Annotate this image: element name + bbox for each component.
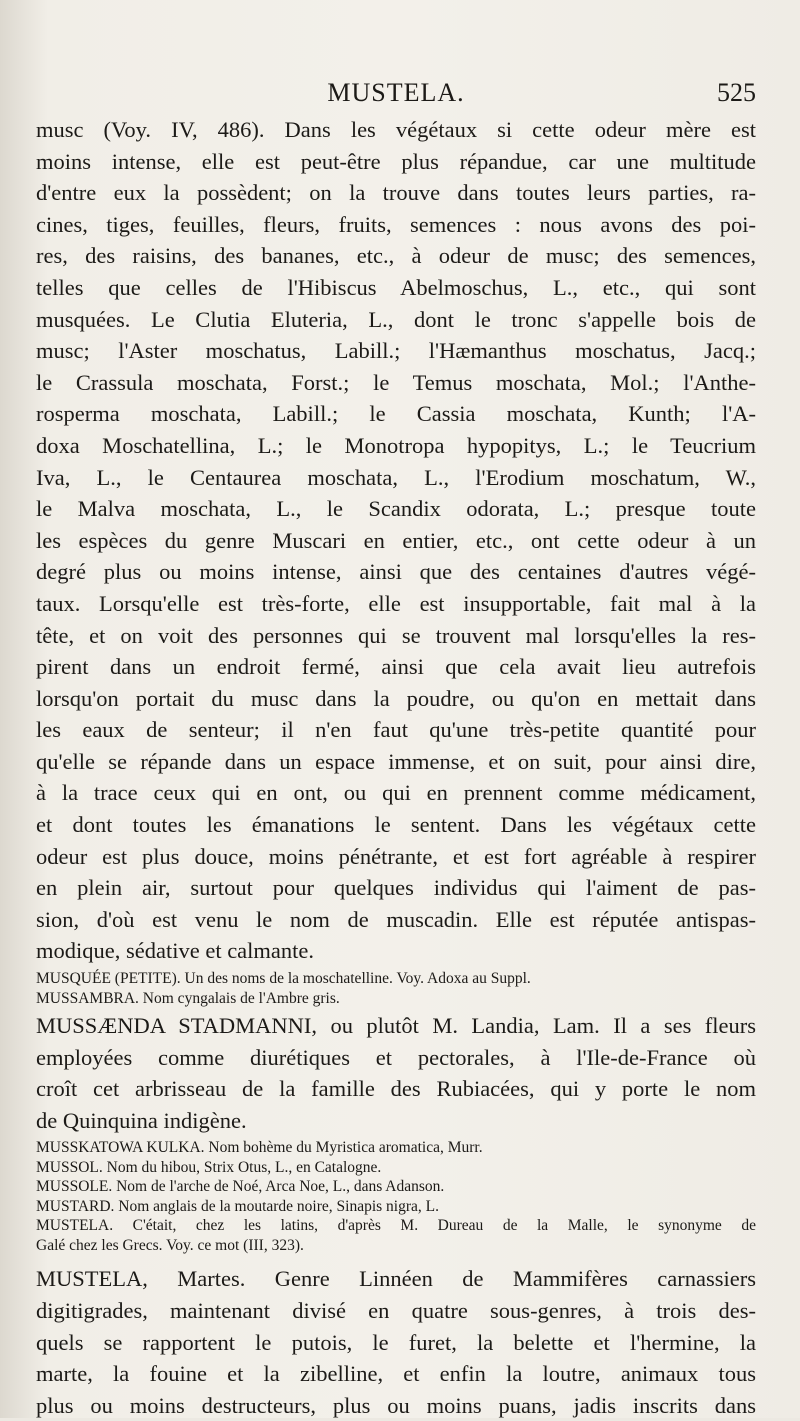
text-line: d'entre eux la possèdent; on la trouve dans toutes leurs parties, ra- [36, 180, 756, 206]
text-line: musquées. Le Clutia Eluteria, L., dont le tronc s'appelle bois de [36, 306, 756, 332]
text-line: tête, et on voit des personnes qui se trouvent mal lorsqu'elles la res- [36, 622, 756, 648]
mustela-paragraph [36, 1263, 756, 1421]
text-line: en plein air, surtout pour quelques individus qui l'aiment de pas- [36, 875, 756, 901]
text-line: MUSSÆNDA STADMANNI, ou plutôt M. Landia, Lam. Il a ses fleurs [36, 1013, 756, 1039]
text-line: Iva, L., le Centaurea moschata, L., l'Erodium moschatum, W., [36, 464, 756, 490]
text-line: le Malva moschata, L., le Scandix odorata, L.; presque toute [36, 496, 756, 522]
dictionary-entry: MUSSAMBRA. Nom cyngalais de l'Ambre gris. [36, 989, 340, 1007]
text-line: moins intense, elle est peut-être plus répandue, car une multitude [36, 148, 756, 174]
text-line: rosperma moschata, Labill.; le Cassia moschata, Kunth; l'A- [36, 401, 756, 427]
text-line: degré plus ou moins intense, ainsi que des centaines d'autres végé- [36, 559, 756, 585]
text-line: res, des raisins, des bananes, etc., à odeur de musc; des semences, [36, 243, 756, 269]
text-line: les eaux de senteur; il n'en faut qu'une très-petite quantité pour [36, 717, 756, 743]
text-line: pirent dans un endroit fermé, ainsi que cela avait lieu autrefois [36, 654, 756, 680]
text-line: plus ou moins destructeurs, plus ou moins puans, jadis inscrits dans [36, 1392, 756, 1418]
text-line: musc (Voy. IV, 486). Dans les végétaux si cette odeur mère est [36, 117, 756, 142]
musc-paragraph [36, 114, 756, 967]
text-line: employées comme diurétiques et pectorales, à l'Ile-de-France où [36, 1044, 756, 1070]
text-line: digitigrades, maintenant divisé en quatre sous-genres, à trois des- [36, 1298, 756, 1323]
minor-entries-block [36, 969, 756, 1008]
text-line: le Crassula moschata, Forst.; le Temus moschata, Mol.; l'Anthe- [36, 369, 756, 395]
text-line: telles que celles de l'Hibiscus Abelmoschus, L., etc., qui sont [36, 274, 756, 300]
mussaenda-paragraph [36, 1010, 756, 1136]
text-line: doxa Moschatellina, L.; le Monotropa hypopitys, L.; le Teucrium [36, 432, 756, 458]
text-line: lorsqu'on portait du musc dans la poudre, ou qu'on en mettait dans [36, 685, 756, 711]
dictionary-entry: MUSQUÉE (PETITE). Un des noms de la moschatelline. Voy. Adoxa au Suppl. [36, 970, 531, 988]
text-line: MUSTELA, Martes. Genre Linnéen de Mammifères carnassiers [36, 1266, 756, 1292]
page-number: 525 [717, 78, 756, 107]
text-line: les espèces du genre Muscari en entier, etc., ont cette odeur à un [36, 527, 756, 553]
text-line: sion, d'où est venu le nom de muscadin. Elle est réputée antispas- [36, 906, 756, 932]
text-line: de Quinquina indigène. [36, 1107, 247, 1133]
text-line: croît cet arbrisseau de la famille des Rubiacées, qui y porte le nom [36, 1076, 756, 1102]
text-line: taux. Lorsqu'elle est très-forte, elle est insupportable, fait mal à la [36, 590, 756, 616]
text-line: cines, tiges, feuilles, fleurs, fruits, semences : nous avons des poi- [36, 211, 756, 237]
dictionary-entry: MUSTELA. C'était, chez les latins, d'après M. Dureau de la Malle, le synonyme de [36, 1217, 756, 1235]
text-line: à la trace ceux qui en ont, ou qui en prennent comme médicament, [36, 780, 756, 806]
minor-entries-block [36, 1138, 756, 1255]
text-line: qu'elle se répande dans un espace immense, et on suit, pour ainsi dire, [36, 748, 756, 774]
dictionary-entry: Galé chez les Grecs. Voy. ce mot (III, 323). [36, 1236, 304, 1254]
page-body [36, 114, 756, 1421]
dictionary-entry: MUSSKATOWA KULKA. Nom bohème du Myristica aromatica, Murr. [36, 1139, 483, 1157]
text-line: quels se rapportent le putois, le furet, la belette et l'hermine, la [36, 1329, 756, 1355]
dictionary-entry: MUSSOLE. Nom de l'arche de Noé, Arca Noe, L., dans Adanson. [36, 1178, 445, 1196]
page-header [36, 78, 756, 114]
dictionary-entry: MUSSOL. Nom du hibou, Strix Otus, L., en Catalogne. [36, 1158, 382, 1176]
text-line: marte, la fouine et la zibelline, et enfin la loutre, animaux tous [36, 1361, 756, 1387]
text-line: odeur est plus douce, moins pénétrante, et est fort agréable à respirer [36, 843, 756, 869]
dictionary-entry: MUSTARD. Nom anglais de la moutarde noire, Sinapis nigra, L. [36, 1197, 439, 1215]
text-line: musc; l'Aster moschatus, Labill.; l'Hæmanthus moschatus, Jacq.; [36, 338, 756, 364]
running-head: MUSTELA. [327, 78, 465, 107]
text-line: modique, sédative et calmante. [36, 938, 315, 964]
text-line: et dont toutes les émanations le sentent. Dans les végétaux cette [36, 812, 756, 838]
